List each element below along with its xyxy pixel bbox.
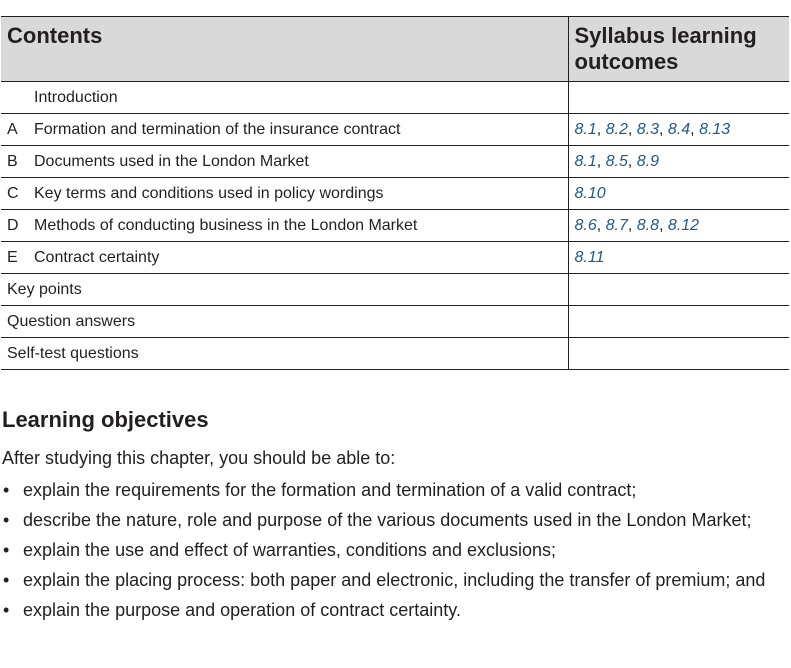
contents-row-key-points	[1, 274, 789, 306]
objective-text: explain the purpose and operation of contract certainty.	[23, 600, 461, 620]
objective-text: explain the placing process: both paper and electronic, including the transfer of premium; and	[23, 570, 766, 590]
section-letter: B	[7, 152, 18, 170]
outcome-link[interactable]: 8.7	[605, 216, 628, 234]
bullet-icon: •	[3, 510, 10, 530]
ref-separator: ,	[596, 152, 606, 170]
contents-row-question-answers	[1, 306, 789, 338]
bullet-icon: •	[3, 600, 10, 620]
section-letter: E	[7, 248, 18, 266]
objective-text: explain the requirements for the formation and termination of a valid contract;	[23, 480, 637, 500]
contents-cell	[1, 210, 568, 242]
ref-separator: ,	[627, 216, 637, 234]
outcome-link[interactable]: 8.8	[636, 216, 660, 234]
outcome-link[interactable]: 8.13	[699, 120, 731, 138]
learning-objective-item	[0, 569, 786, 592]
outcomes-cell	[568, 306, 789, 338]
contents-cell	[1, 338, 568, 370]
outcomes-cell	[568, 178, 789, 210]
learning-objective-item	[0, 479, 786, 502]
contents-cell	[1, 146, 568, 178]
ref-separator: ,	[627, 120, 637, 138]
section-title[interactable]: Question answers	[7, 312, 136, 330]
section-title[interactable]: Formation and termination of the insurance contract	[34, 120, 401, 138]
objective-text: explain the use and effect of warranties, conditions and exclusions;	[23, 540, 556, 560]
contents-row-section-a	[1, 114, 789, 146]
outcomes-cell	[568, 242, 789, 274]
contents-column-header: Contents	[1, 17, 568, 82]
section-title[interactable]: Contract certainty	[34, 248, 160, 266]
contents-row-section-d	[1, 210, 789, 242]
ref-separator: ,	[690, 120, 700, 138]
learning-objectives-intro: After studying this chapter, you should be able to:	[2, 448, 396, 468]
outcome-link[interactable]: 8.2	[605, 120, 628, 138]
learning-objective-item	[0, 509, 786, 532]
contents-cell	[1, 114, 568, 146]
ref-separator: ,	[596, 120, 606, 138]
section-title[interactable]: Self-test questions	[7, 344, 139, 362]
contents-cell	[1, 306, 568, 338]
learning-objectives-list	[0, 479, 786, 629]
outcomes-cell	[568, 338, 789, 370]
contents-header-row	[1, 17, 789, 82]
section-letter: C	[7, 184, 19, 202]
section-letter: D	[7, 216, 19, 234]
contents-cell	[1, 82, 568, 114]
section-title[interactable]: Methods of conducting business in the London Market	[34, 216, 418, 234]
ref-separator: ,	[659, 216, 668, 234]
outcome-link[interactable]: 8.4	[667, 120, 691, 138]
outcome-link[interactable]: 8.1	[574, 152, 597, 170]
contents-cell	[1, 178, 568, 210]
section-title[interactable]: Key terms and conditions used in policy wordings	[34, 184, 384, 202]
ref-separator: ,	[627, 152, 637, 170]
outcomes-cell	[568, 274, 789, 306]
contents-row-section-c	[1, 178, 789, 210]
section-title: Introduction	[34, 88, 118, 106]
contents-row-self-test-questions	[1, 338, 789, 370]
contents-cell	[1, 242, 568, 274]
learning-objective-item	[0, 599, 786, 622]
outcome-link[interactable]: 8.6	[574, 216, 597, 234]
outcomes-cell	[568, 146, 789, 178]
bullet-icon: •	[3, 540, 10, 560]
learning-objectives-heading: Learning objectives	[2, 407, 209, 432]
outcome-link[interactable]: 8.5	[605, 152, 628, 170]
section-title[interactable]: Key points	[7, 280, 82, 298]
contents-table	[1, 16, 789, 370]
outcomes-cell	[568, 210, 789, 242]
outcome-link[interactable]: 8.1	[574, 120, 597, 138]
contents-cell	[1, 274, 568, 306]
ref-separator: ,	[596, 216, 606, 234]
objective-text: describe the nature, role and purpose of the various documents used in the London Market;	[23, 510, 752, 530]
outcomes-cell	[568, 114, 789, 146]
section-letter: A	[7, 120, 18, 138]
outcomes-cell	[568, 82, 789, 114]
section-title[interactable]: Documents used in the London Market	[34, 152, 309, 170]
contents-row-section-e	[1, 242, 789, 274]
learning-objective-item	[0, 539, 786, 562]
outcome-link[interactable]: 8.3	[636, 120, 660, 138]
outcome-link[interactable]: 8.10	[574, 184, 606, 202]
syllabus-outcomes-column-header: Syllabus learning outcomes	[568, 17, 789, 82]
outcome-link[interactable]: 8.11	[574, 248, 605, 266]
ref-separator: ,	[659, 120, 668, 138]
outcome-link[interactable]: 8.9	[636, 152, 660, 170]
contents-row-introduction	[1, 82, 789, 114]
bullet-icon: •	[3, 480, 10, 500]
outcome-link[interactable]: 8.12	[667, 216, 700, 234]
bullet-icon: •	[3, 570, 10, 590]
contents-row-section-b	[1, 146, 789, 178]
